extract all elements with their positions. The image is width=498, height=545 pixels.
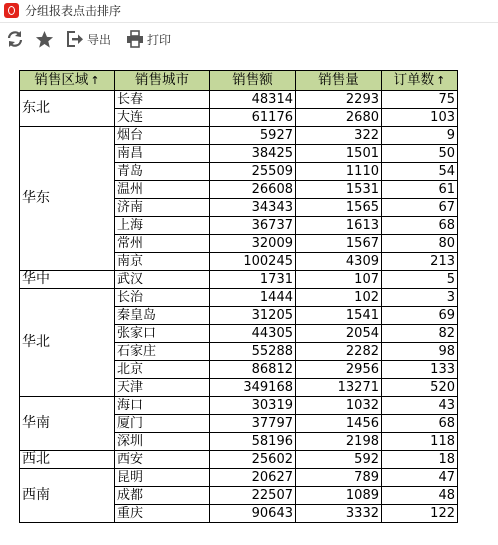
print-label: 打印 — [147, 32, 172, 47]
sales-volume-cell: 592 — [296, 451, 382, 469]
order-count-cell: 47 — [382, 469, 458, 487]
sales-volume-cell: 1613 — [296, 217, 382, 235]
star-icon — [35, 30, 54, 49]
sales-volume-cell: 13271 — [296, 379, 382, 397]
sales-amount-cell: 1444 — [210, 289, 296, 307]
order-count-cell: 520 — [382, 379, 458, 397]
order-count-cell: 54 — [382, 163, 458, 181]
sales-amount-cell: 58196 — [210, 433, 296, 451]
sales-amount-cell: 349168 — [210, 379, 296, 397]
sales-volume-cell: 102 — [296, 289, 382, 307]
city-cell: 长春 — [115, 91, 210, 109]
column-header-order-count[interactable]: 订单数 ↑ — [382, 71, 458, 91]
app-logo-icon — [4, 3, 19, 18]
order-count-cell: 9 — [382, 127, 458, 145]
order-count-cell: 61 — [382, 181, 458, 199]
order-count-cell: 122 — [382, 505, 458, 523]
sort-arrow-icon: ↑ — [436, 74, 446, 87]
sales-amount-cell: 100245 — [210, 253, 296, 271]
table-row — [20, 127, 458, 145]
sales-volume-cell: 107 — [296, 271, 382, 289]
city-cell: 青岛 — [115, 163, 210, 181]
sales-amount-cell: 90643 — [210, 505, 296, 523]
city-cell: 西安 — [115, 451, 210, 469]
order-count-cell: 50 — [382, 145, 458, 163]
sales-amount-cell: 22507 — [210, 487, 296, 505]
order-count-cell: 5 — [382, 271, 458, 289]
order-count-cell: 3 — [382, 289, 458, 307]
sales-volume-cell: 1110 — [296, 163, 382, 181]
order-count-cell: 67 — [382, 199, 458, 217]
sales-amount-cell: 20627 — [210, 469, 296, 487]
sales-amount-cell: 36737 — [210, 217, 296, 235]
sales-volume-cell: 4309 — [296, 253, 382, 271]
order-count-cell: 103 — [382, 109, 458, 127]
sales-volume-cell: 2680 — [296, 109, 382, 127]
order-count-cell: 69 — [382, 307, 458, 325]
city-cell: 深圳 — [115, 433, 210, 451]
table-row — [20, 271, 458, 289]
column-header-sales-amount[interactable]: 销售额 — [210, 71, 296, 91]
sales-volume-cell: 3332 — [296, 505, 382, 523]
sales-volume-cell: 1456 — [296, 415, 382, 433]
favorite-button[interactable] — [35, 29, 54, 49]
order-count-cell: 48 — [382, 487, 458, 505]
sales-amount-cell: 1731 — [210, 271, 296, 289]
sales-amount-cell: 38425 — [210, 145, 296, 163]
region-cell: 西北 — [20, 451, 115, 469]
grouped-report-table — [19, 70, 458, 523]
toolbar — [0, 27, 498, 51]
column-header-sales-volume[interactable]: 销售量 — [296, 71, 382, 91]
sales-volume-cell: 1531 — [296, 181, 382, 199]
city-cell: 北京 — [115, 361, 210, 379]
city-cell: 秦皇岛 — [115, 307, 210, 325]
city-cell: 上海 — [115, 217, 210, 235]
sales-volume-cell: 1541 — [296, 307, 382, 325]
order-count-cell: 43 — [382, 397, 458, 415]
region-cell: 华北 — [20, 289, 115, 397]
export-button[interactable] — [66, 29, 111, 49]
sales-amount-cell: 26608 — [210, 181, 296, 199]
sales-amount-cell: 61176 — [210, 109, 296, 127]
order-count-cell: 80 — [382, 235, 458, 253]
city-cell: 海口 — [115, 397, 210, 415]
sales-amount-cell: 30319 — [210, 397, 296, 415]
export-icon — [66, 30, 84, 48]
sales-volume-cell: 2293 — [296, 91, 382, 109]
window-titlebar — [0, 0, 498, 23]
order-count-cell: 118 — [382, 433, 458, 451]
city-cell: 成都 — [115, 487, 210, 505]
region-cell: 西南 — [20, 469, 115, 523]
order-count-cell: 133 — [382, 361, 458, 379]
window-title: 分组报表点击排序 — [25, 4, 122, 18]
printer-icon — [126, 30, 144, 48]
city-cell: 长治 — [115, 289, 210, 307]
city-cell: 济南 — [115, 199, 210, 217]
order-count-cell: 98 — [382, 343, 458, 361]
city-cell: 武汉 — [115, 271, 210, 289]
region-cell: 华中 — [20, 271, 115, 289]
order-count-cell: 213 — [382, 253, 458, 271]
sales-volume-cell: 1565 — [296, 199, 382, 217]
table-row — [20, 451, 458, 469]
city-cell: 石家庄 — [115, 343, 210, 361]
sales-volume-cell: 2198 — [296, 433, 382, 451]
sales-volume-cell: 2282 — [296, 343, 382, 361]
sales-amount-cell: 55288 — [210, 343, 296, 361]
city-cell: 大连 — [115, 109, 210, 127]
city-cell: 常州 — [115, 235, 210, 253]
sales-amount-cell: 37797 — [210, 415, 296, 433]
sales-amount-cell: 34343 — [210, 199, 296, 217]
sales-amount-cell: 31205 — [210, 307, 296, 325]
sales-amount-cell: 25602 — [210, 451, 296, 469]
sales-amount-cell: 5927 — [210, 127, 296, 145]
sales-volume-cell: 1089 — [296, 487, 382, 505]
sales-volume-cell: 2956 — [296, 361, 382, 379]
report-table-container — [19, 70, 458, 523]
city-cell: 温州 — [115, 181, 210, 199]
sales-volume-cell: 322 — [296, 127, 382, 145]
city-cell: 南京 — [115, 253, 210, 271]
order-count-cell: 82 — [382, 325, 458, 343]
order-count-cell: 75 — [382, 91, 458, 109]
sales-volume-cell: 1032 — [296, 397, 382, 415]
sales-amount-cell: 86812 — [210, 361, 296, 379]
refresh-icon — [6, 30, 24, 48]
city-cell: 烟台 — [115, 127, 210, 145]
column-header-region[interactable]: 销售区域 ↑ — [20, 71, 115, 91]
region-cell: 华南 — [20, 397, 115, 451]
region-cell: 华东 — [20, 127, 115, 271]
region-cell: 东北 — [20, 91, 115, 127]
table-header-row — [20, 71, 458, 91]
sales-volume-cell: 1567 — [296, 235, 382, 253]
sales-amount-cell: 25509 — [210, 163, 296, 181]
table-row — [20, 469, 458, 487]
sales-volume-cell: 2054 — [296, 325, 382, 343]
sales-volume-cell: 1501 — [296, 145, 382, 163]
sales-amount-cell: 32009 — [210, 235, 296, 253]
sales-volume-cell: 789 — [296, 469, 382, 487]
sales-amount-cell: 48314 — [210, 91, 296, 109]
city-cell: 南昌 — [115, 145, 210, 163]
city-cell: 张家口 — [115, 325, 210, 343]
city-cell: 厦门 — [115, 415, 210, 433]
table-row — [20, 91, 458, 109]
table-row — [20, 289, 458, 307]
sort-arrow-icon: ↑ — [90, 74, 100, 87]
export-label: 导出 — [87, 32, 112, 47]
city-cell: 重庆 — [115, 505, 210, 523]
refresh-button[interactable] — [6, 29, 24, 49]
table-row — [20, 397, 458, 415]
city-cell: 昆明 — [115, 469, 210, 487]
print-button[interactable] — [126, 29, 171, 49]
column-header-city[interactable]: 销售城市 — [115, 71, 210, 91]
order-count-cell: 68 — [382, 415, 458, 433]
order-count-cell: 68 — [382, 217, 458, 235]
city-cell: 天津 — [115, 379, 210, 397]
sales-amount-cell: 44305 — [210, 325, 296, 343]
order-count-cell: 18 — [382, 451, 458, 469]
